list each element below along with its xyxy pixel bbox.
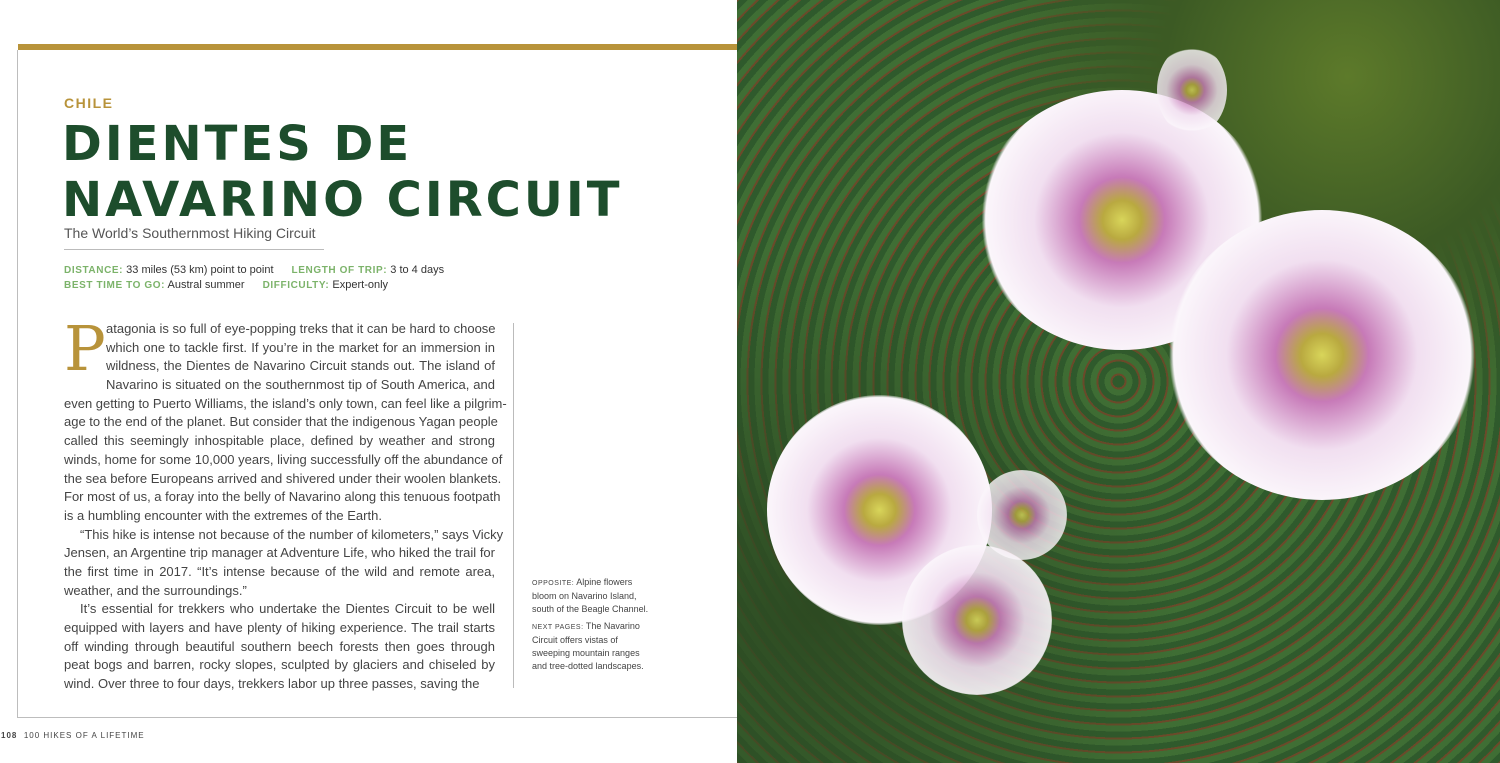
body-line: called this seemingly inhospitable place, defined by weather and strong <box>64 433 495 449</box>
country-label: CHILE <box>64 95 114 111</box>
flower-photo <box>737 0 1500 763</box>
subtitle-rule <box>64 249 324 250</box>
gold-rule <box>18 44 737 50</box>
best-time-value: Austral summer <box>167 279 245 291</box>
body-line: winds, home for some 10,000 years, living successfully off the abundance of <box>64 451 503 467</box>
body-line: the sea before Europeans arrived and shivered under their woolen blankets. <box>64 470 502 486</box>
body-line: atagonia is so full of eye-popping treks that it can be hard to choose <box>106 321 496 336</box>
body-line: which one to tackle first. If you’re in the market for an immersion in <box>106 339 495 355</box>
body-line: Navarino is situated on the southernmost tip of South America, and <box>106 377 495 393</box>
subtitle: The World’s Southernmost Hiking Circuit <box>64 225 316 241</box>
body-line: peat bogs and barren, rocky slopes, sculpted by glaciers and chiseled by <box>64 657 495 673</box>
difficulty-label: DIFFICULTY: <box>262 280 330 291</box>
body-line: age to the end of the planet. But consider that the indigenous Yagan people <box>64 414 498 430</box>
caption-divider <box>513 323 514 688</box>
title-line: DIENTES DE <box>62 116 413 172</box>
frame-border-bottom <box>17 717 737 718</box>
caption-next-pages <box>532 620 652 673</box>
page-number: 108 <box>1 731 18 740</box>
caption-label: OPPOSITE: <box>532 580 575 587</box>
body-text <box>64 312 507 694</box>
frame-border-left <box>17 50 18 718</box>
difficulty-value: Expert-only <box>332 279 389 291</box>
body-line: is a humbling encounter with the extremes of the Earth. <box>64 507 382 523</box>
title-line: NAVARINO CIRCUIT <box>62 172 623 228</box>
flower <box>1167 210 1477 500</box>
caption-text: Alpine flowers bloom on Navarino Island, south of the Beagle Channel. <box>532 577 649 614</box>
distance-label: DISTANCE: <box>64 265 124 276</box>
length-label: LENGTH OF TRIP: <box>291 265 388 276</box>
body-line: It’s essential for trekkers who undertake the Dientes Circuit to be well <box>80 601 495 617</box>
body-line: the first time in 2017. “It’s intense because of the wild and remote area, <box>64 563 495 579</box>
page-footer <box>1 731 145 740</box>
body-line: off winding through beautiful southern beech forests then goes through <box>64 638 495 654</box>
photo-captions <box>532 576 652 677</box>
left-page <box>0 0 737 763</box>
caption-text: The Navarino Circuit offers vistas of sweeping mountain ranges and tree-dotted landscapes. <box>532 621 644 671</box>
trip-facts <box>64 263 444 293</box>
caption-label: NEXT PAGES: <box>532 624 584 631</box>
book-title: 100 HIKES OF A LIFETIME <box>23 731 145 740</box>
body-line: “This hike is intense not because of the number of kilometers,” says Vicky <box>80 526 504 542</box>
caption-opposite <box>532 576 652 616</box>
flower-bud <box>977 470 1067 560</box>
body-line: equipped with layers and have plenty of hiking experience. The trail starts <box>64 620 495 635</box>
page-title <box>62 116 622 228</box>
body-line: Jensen, an Argentine trip manager at Adventure Life, who hiked the trail for <box>64 545 495 561</box>
length-value: 3 to 4 days <box>390 264 445 276</box>
drop-cap: P <box>64 312 106 385</box>
body-line: weather, and the surroundings.” <box>64 582 247 598</box>
body-line: For most of us, a foray into the belly of Navarino along this tenuous footpath <box>64 489 501 505</box>
body-line: even getting to Puerto Williams, the island’s only town, can feel like a pilgrim- <box>64 395 507 411</box>
distance-value: 33 miles (53 km) point to point <box>126 264 274 276</box>
body-line: wildness, the Dientes de Navarino Circuit stands out. The island of <box>106 358 495 374</box>
flower <box>902 545 1052 695</box>
flower-bud <box>1157 45 1227 135</box>
best-time-label: BEST TIME TO GO: <box>64 280 166 291</box>
body-line: wind. Over three to four days, trekkers labor up three passes, saving the <box>64 676 480 692</box>
